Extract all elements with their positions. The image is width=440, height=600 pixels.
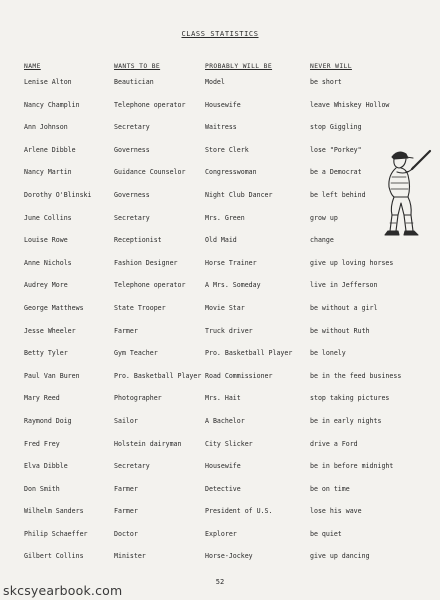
cell-never: live in Jefferson	[310, 281, 378, 290]
cell-never: be in before midnight	[310, 462, 394, 471]
cell-wants: Gym Teacher	[114, 349, 158, 358]
cell-wants: Farmer	[114, 507, 138, 516]
cell-name: George Matthews	[24, 303, 84, 312]
table-row	[0, 124, 440, 147]
cell-wants: State Trooper	[114, 303, 166, 312]
table-row	[0, 531, 440, 554]
cell-name: Mary Reed	[24, 394, 60, 403]
page-title: CLASS STATISTICS	[181, 30, 259, 38]
cell-never: give up dancing	[310, 552, 370, 561]
cell-name: Fred Frey	[24, 439, 60, 448]
cell-probably: A Bachelor	[205, 416, 245, 425]
cell-name: Audrey More	[24, 281, 68, 290]
cell-never: be in early nights	[310, 416, 382, 425]
cell-never: be without Ruth	[310, 326, 370, 335]
table-row	[0, 441, 440, 464]
cell-name: Raymond Doig	[24, 416, 72, 425]
cell-wants: Secretary	[114, 213, 150, 222]
cell-name: Nancy Martin	[24, 168, 72, 177]
table-row	[0, 102, 440, 125]
cell-wants: Telephone operator	[114, 100, 186, 109]
cell-name: Nancy Champlin	[24, 100, 80, 109]
cell-name: Dorothy O'Blinski	[24, 190, 92, 199]
cell-wants: Minister	[114, 552, 146, 561]
cell-never: be quiet	[310, 529, 342, 538]
cell-wants: Governess	[114, 190, 150, 199]
table-row	[0, 418, 440, 441]
cell-wants: Farmer	[114, 326, 138, 335]
cell-wants: Secretary	[114, 123, 150, 132]
cell-never: be without a girl	[310, 303, 378, 312]
cell-wants: Telephone operator	[114, 281, 186, 290]
cell-wants: Farmer	[114, 484, 138, 493]
cell-never: be in the feed business	[310, 371, 402, 380]
cell-probably: Waitress	[205, 123, 237, 132]
cell-never: stop Giggling	[310, 123, 362, 132]
table-row	[0, 328, 440, 351]
watermark-text: skcsyearbook.com	[3, 583, 123, 598]
table-row	[0, 282, 440, 305]
cell-never: give up loving horses	[310, 258, 394, 267]
cell-probably: Pro. Basketball Player	[205, 349, 293, 358]
table-row	[0, 260, 440, 283]
cell-wants: Sailor	[114, 416, 138, 425]
cell-never: be on time	[310, 484, 350, 493]
cell-wants: Fashion Designer	[114, 258, 178, 267]
cell-probably: President of U.S.	[205, 507, 273, 516]
table-row	[0, 486, 440, 509]
table-row	[0, 463, 440, 486]
cell-never: stop taking pictures	[310, 394, 390, 403]
cell-name: Philip Schaeffer	[24, 529, 88, 538]
cell-probably: Store Clerk	[205, 145, 249, 154]
cell-name: Arlene Dibble	[24, 145, 76, 154]
cell-probably: Housewife	[205, 100, 241, 109]
table-row	[0, 79, 440, 102]
table-row	[0, 350, 440, 373]
cell-never: leave Whiskey Hollow	[310, 100, 390, 109]
cell-never: be lonely	[310, 349, 346, 358]
cell-name: Anne Nichols	[24, 258, 72, 267]
cell-probably: Old Maid	[205, 236, 237, 245]
cell-probably: Horse-Jockey	[205, 552, 253, 561]
cell-probably: Road Commissioner	[205, 371, 273, 380]
cell-wants: Governess	[114, 145, 150, 154]
cell-wants: Pro. Basketball Player	[114, 371, 202, 380]
cell-probably: Detective	[205, 484, 241, 493]
cell-probably: Horse Trainer	[205, 258, 257, 267]
header-probably-will-be: PROBABLY WILL BE	[205, 63, 273, 70]
cell-never: grow up	[310, 213, 338, 222]
table-row	[0, 373, 440, 396]
cell-probably: Congresswoman	[205, 168, 257, 177]
cell-wants: Guidance Counselor	[114, 168, 186, 177]
cell-wants: Holstein dairyman	[114, 439, 182, 448]
cell-name: Wilhelm Sanders	[24, 507, 84, 516]
cell-name: Elva Dibble	[24, 462, 68, 471]
header-never-will: NEVER WILL	[310, 63, 352, 70]
cell-probably: Night Club Dancer	[205, 190, 273, 199]
table-row	[0, 508, 440, 531]
cell-never: lose his wave	[310, 507, 362, 516]
cell-wants: Photographer	[114, 394, 162, 403]
cell-never: change	[310, 236, 334, 245]
cell-probably: Movie Star	[205, 303, 245, 312]
header-name: NAME	[24, 63, 41, 70]
cell-never: be short	[310, 78, 342, 86]
cell-name: Ann Johnson	[24, 123, 68, 132]
cell-probably: Housewife	[205, 462, 241, 471]
cell-wants: Receptionist	[114, 236, 162, 245]
table-row	[0, 553, 440, 576]
cell-name: Gilbert Collins	[24, 552, 84, 561]
cell-name: Lenise Alton	[24, 78, 72, 86]
cell-probably: Mrs. Hait	[205, 394, 241, 403]
cell-probably: Explorer	[205, 529, 237, 538]
cell-name: Louise Rowe	[24, 236, 68, 245]
baseball-batter-icon	[368, 145, 436, 245]
table-row	[0, 305, 440, 328]
cell-never: be left behind	[310, 190, 366, 199]
page-number: 52	[215, 578, 225, 586]
cell-wants: Doctor	[114, 529, 138, 538]
table-row	[0, 395, 440, 418]
cell-name: Jesse Wheeler	[24, 326, 76, 335]
cell-name: June Collins	[24, 213, 72, 222]
cell-probably: Truck driver	[205, 326, 253, 335]
cell-probably: A Mrs. Someday	[205, 281, 261, 290]
cell-probably: Mrs. Green	[205, 213, 245, 222]
cell-never: be a Democrat	[310, 168, 362, 177]
cell-probably: Model	[205, 78, 225, 86]
cell-wants: Beautician	[114, 78, 154, 86]
cell-name: Paul Van Buren	[24, 371, 80, 380]
cell-wants: Secretary	[114, 462, 150, 471]
cell-never: drive a Ford	[310, 439, 358, 448]
cell-never: lose "Porkey"	[310, 145, 362, 154]
cell-probably: City Slicker	[205, 439, 253, 448]
cell-name: Don Smith	[24, 484, 60, 493]
cell-name: Betty Tyler	[24, 349, 68, 358]
header-wants-to-be: WANTS TO BE	[114, 63, 161, 70]
